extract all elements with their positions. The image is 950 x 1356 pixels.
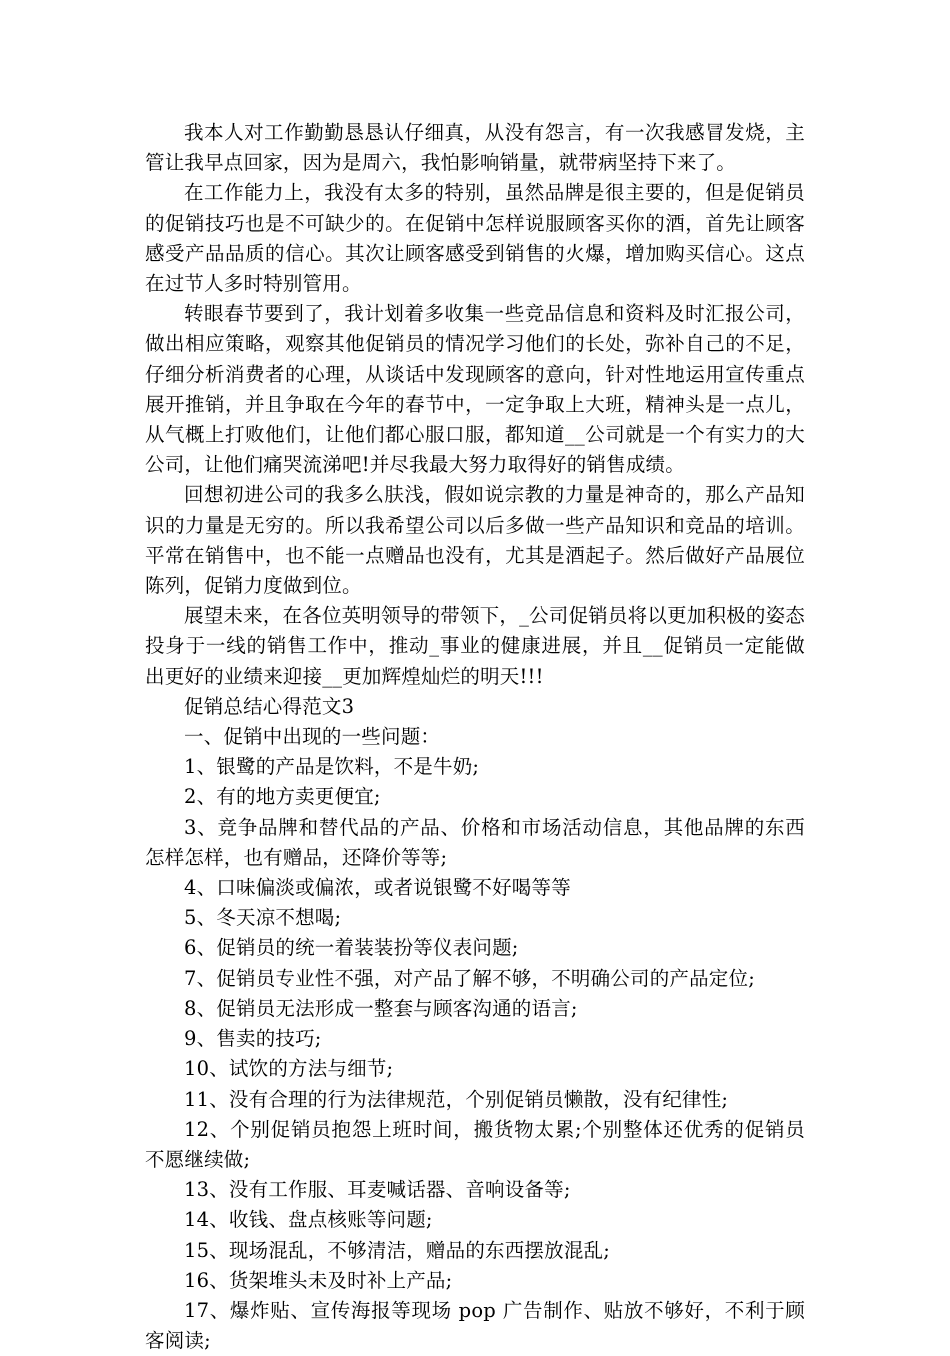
paragraph: 我本人对工作勤勤恳恳认仔细真，从没有怨言，有一次我感冒发烧，主管让我早点回家，因为是周六，我怕影响销量，就带病坚持下来了。 xyxy=(145,121,805,175)
list-item: 11、没有合理的行为法律规范，个别促销员懒散，没有纪律性; xyxy=(184,1087,729,1111)
section-heading: 一、促销中出现的一些问题： xyxy=(184,725,441,749)
paragraph: 回想初进公司的我多么肤浅，假如说宗教的力量是神奇的，那么产品知识的力量是无穷的。所以我希望公司以后多做一些产品知识和竞品的培训。平常在销售中，也不能一点赠品也没有，尤其是酒起子。然后做好产品展位陈列，促销力度做到位。 xyxy=(145,483,805,598)
list-item: 3、竞争品牌和替代品的产品、价格和市场活动信息，其他品牌的东西怎样怎样，也有赠品，还降价等等; xyxy=(145,815,805,869)
paragraph: 展望未来，在各位英明领导的带领下，_公司促销员将以更加积极的姿态投身于一线的销售工作中，推动_事业的健康进展，并且__促销员一定能做出更好的业绩来迎接__更加辉煌灿烂的明天!!! xyxy=(145,604,805,688)
list-item: 1、银鹭的产品是饮料，不是牛奶; xyxy=(184,755,480,779)
paragraph: 转眼春节要到了，我计划着多收集一些竞品信息和资料及时汇报公司，做出相应策略，观察其他促销员的情况学习他们的长处，弥补自己的不足，仔细分析消费者的心理，从谈话中发现顾客的意向，针对性地运用宣传重点展开推销，并且争取在今年的春节中，一定争取上大班，精神头是一点儿，从气概上打败他们，让他们都心服口服，都知道__公司就是一个有实力的大公司，让他们痛哭流涕吧!并尽我最大努力取得好的销售成绩。 xyxy=(145,302,805,477)
paragraph: 在工作能力上，我没有太多的特别，虽然品牌是很主要的，但是促销员的促销技巧也是不可缺少的。在促销中怎样说服顾客买你的酒，首先让顾客感受产品品质的信心。其次让顾客感受到销售的火爆，增加购买信心。这点在过节人多时特别管用。 xyxy=(145,181,805,296)
list-item: 2、有的地方卖更便宜; xyxy=(184,785,381,809)
list-item: 16、货架堆头未及时补上产品; xyxy=(184,1268,453,1292)
list-item: 4、口味偏淡或偏浓，或者说银鹭不好喝等等 xyxy=(184,876,571,900)
list-item: 15、现场混乱，不够清洁，赠品的东西摆放混乱; xyxy=(184,1238,610,1262)
list-item: 12、个别促销员抱怨上班时间，搬货物太累;个别整体还优秀的促销员不愿继续做; xyxy=(145,1117,805,1171)
section-title: 促销总结心得范文3 xyxy=(184,694,355,718)
list-item: 13、没有工作服、耳麦喊话器、音响设备等; xyxy=(184,1178,571,1202)
list-item: 14、收钱、盘点核账等问题; xyxy=(184,1208,433,1232)
list-item: 17、爆炸贴、宣传海报等现场 pop 广告制作、贴放不够好，不利于顾客阅读; xyxy=(145,1298,805,1353)
list-item: 6、促销员的统一着装装扮等仪表问题; xyxy=(184,936,519,960)
list-item: 7、促销员专业性不强，对产品了解不够，不明确公司的产品定位; xyxy=(184,966,755,990)
document-page xyxy=(145,118,805,1356)
list-item: 5、冬天凉不想喝; xyxy=(184,906,342,930)
list-item: 9、售卖的技巧; xyxy=(184,1027,322,1051)
list-item: 10、试饮的方法与细节; xyxy=(184,1057,394,1081)
list-item: 8、促销员无法形成一整套与顾客沟通的语言; xyxy=(184,996,578,1020)
